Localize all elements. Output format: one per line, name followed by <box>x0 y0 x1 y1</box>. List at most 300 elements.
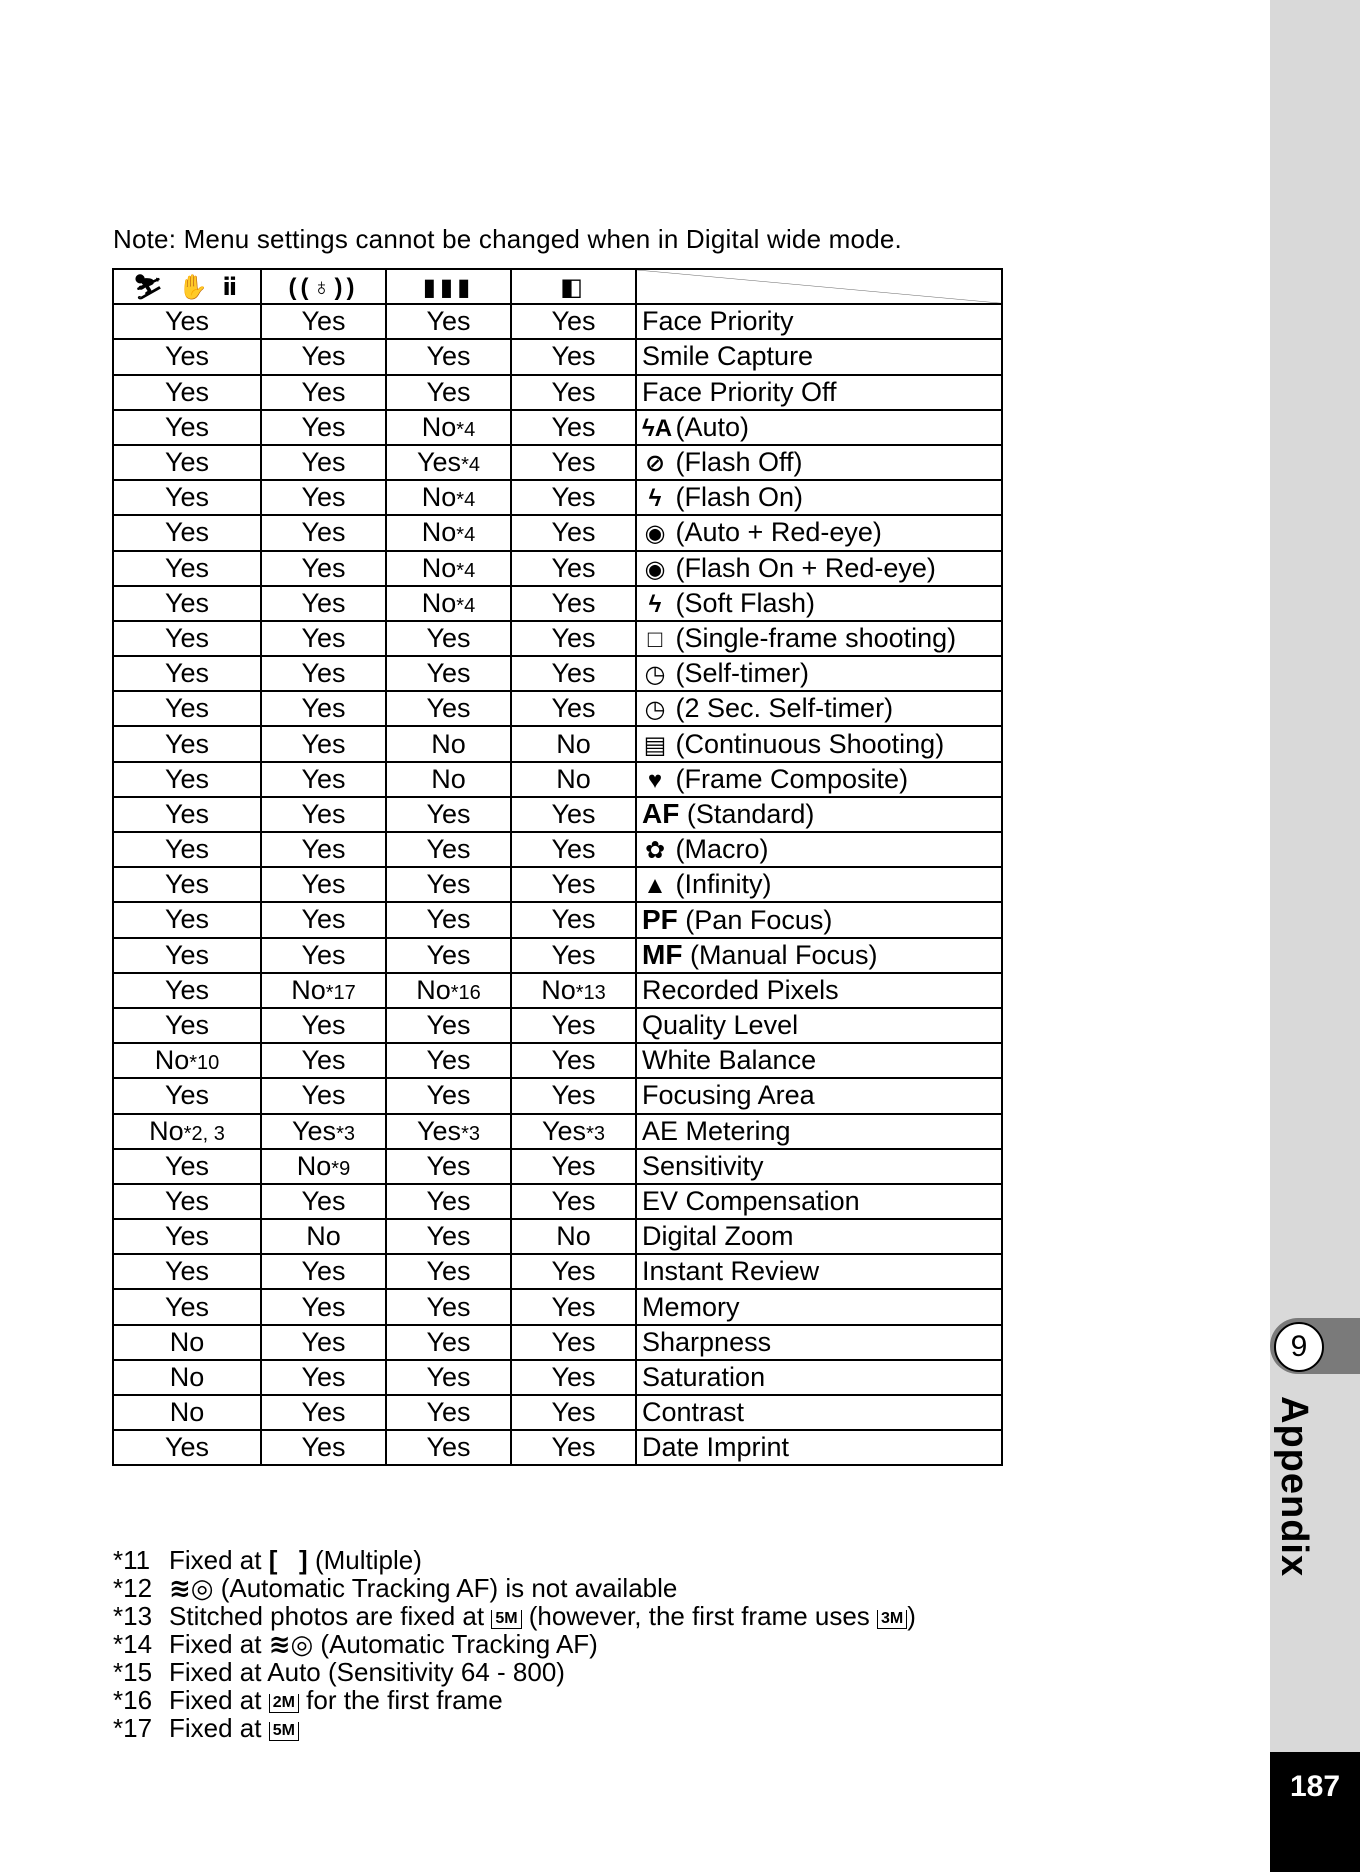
availability-cell <box>113 1043 261 1078</box>
table-row <box>113 1114 1002 1149</box>
setting-label-cell <box>636 656 1002 691</box>
setting-label-cell <box>636 1184 1002 1219</box>
cell-value: Yes <box>301 693 346 724</box>
availability-cell <box>261 1149 386 1184</box>
setting-label: EV Compensation <box>642 1185 860 1216</box>
availability-cell <box>511 1008 636 1043</box>
cell-value: Yes <box>164 587 210 618</box>
setting-label: (Auto + Red-eye) <box>675 517 882 548</box>
setting-label-cell <box>636 867 1002 902</box>
cell-value: Yes <box>417 1115 462 1146</box>
table-row <box>113 1254 1002 1289</box>
availability-cell <box>511 797 636 832</box>
availability-cell <box>386 973 511 1008</box>
availability-cell <box>511 902 636 937</box>
setting-label-cell <box>636 1395 1002 1430</box>
availability-cell <box>511 1219 636 1254</box>
availability-cell <box>113 973 261 1008</box>
cell-value: Yes <box>551 306 596 337</box>
availability-cell <box>261 621 386 656</box>
setting-label: Focusing Area <box>642 1080 815 1111</box>
table-row <box>113 586 1002 621</box>
availability-cell <box>386 586 511 621</box>
recorded-pixels-icon: 5M <box>491 1610 521 1629</box>
panorama-icon: ▮▮▮ <box>422 274 475 302</box>
setting-label: (Macro) <box>675 834 769 865</box>
availability-cell <box>113 1008 261 1043</box>
cell-value: Yes <box>164 693 210 724</box>
availability-cell <box>261 586 386 621</box>
cell-value: Yes <box>301 658 346 689</box>
cell-value: Yes <box>551 1150 596 1181</box>
availability-cell <box>386 867 511 902</box>
availability-cell <box>511 375 636 410</box>
availability-cell <box>113 902 261 937</box>
cell-value: Yes <box>164 834 210 865</box>
cell-value: Yes <box>426 341 471 372</box>
header-row <box>113 269 1002 304</box>
setting-label-cell <box>636 938 1002 973</box>
footnote-text: Stitched photos are fixed at <box>169 1601 492 1631</box>
availability-cell <box>113 656 261 691</box>
cell-value: Yes <box>551 341 596 372</box>
cell-value: Yes <box>164 411 210 442</box>
availability-cell <box>386 726 511 761</box>
footnote <box>113 1574 916 1602</box>
availability-cell <box>386 339 511 374</box>
cell-value: Yes <box>426 1045 471 1076</box>
footnote-number: *17 <box>113 1713 153 1743</box>
cell-value: Yes <box>301 1361 346 1392</box>
availability-cell <box>511 1114 636 1149</box>
availability-cell <box>261 339 386 374</box>
af-mode-icon: ≋◎ <box>169 1573 214 1603</box>
cell-value: Yes <box>551 834 596 865</box>
availability-cell <box>386 938 511 973</box>
cell-value: Yes <box>426 693 471 724</box>
cell-value: Yes <box>551 376 596 407</box>
availability-cell <box>511 480 636 515</box>
cell-value: Yes <box>551 939 596 970</box>
footnote-ref: *4 <box>456 594 476 617</box>
availability-cell <box>261 691 386 726</box>
cell-value: Yes <box>426 376 471 407</box>
setting-label-cell <box>636 1008 1002 1043</box>
cell-value: Yes <box>301 517 346 548</box>
cell-value: Yes <box>551 587 596 618</box>
cell-value: Yes <box>551 411 596 442</box>
frame-icon: ◧ <box>560 274 587 302</box>
setting-label-cell <box>636 762 1002 797</box>
availability-cell <box>511 973 636 1008</box>
footnote-number: *13 <box>113 1601 153 1631</box>
footnotes <box>113 1546 916 1742</box>
digital-sr-icon: ((♁)) <box>288 274 359 302</box>
cell-value: No <box>296 1150 332 1181</box>
setting-label-cell <box>636 586 1002 621</box>
table-row <box>113 867 1002 902</box>
cell-value: Yes <box>551 1326 596 1357</box>
availability-cell <box>261 726 386 761</box>
availability-cell <box>113 1078 261 1113</box>
setting-label-cell <box>636 797 1002 832</box>
availability-cell <box>261 656 386 691</box>
cell-value: Yes <box>164 798 210 829</box>
setting-label: (Continuous Shooting) <box>675 728 945 759</box>
setting-label: (Pan Focus) <box>685 904 833 935</box>
setting-label-cell <box>636 691 1002 726</box>
table-row <box>113 1289 1002 1324</box>
availability-cell <box>261 832 386 867</box>
availability-cell <box>261 1395 386 1430</box>
setting-label-cell <box>636 339 1002 374</box>
header-diagonal-cell <box>636 269 1002 304</box>
availability-cell <box>261 1360 386 1395</box>
availability-cell <box>386 1395 511 1430</box>
setting-mode-icon: ϟ <box>648 590 662 618</box>
cell-value: Yes <box>551 869 596 900</box>
availability-cell <box>386 1043 511 1078</box>
cell-value: Yes <box>426 1291 471 1322</box>
footnote-ref: *17 <box>325 981 356 1004</box>
footnote-number: *16 <box>113 1685 153 1715</box>
setting-label: (Frame Composite) <box>675 763 909 794</box>
recorded-pixels-icon: 3M <box>877 1610 907 1629</box>
availability-cell <box>386 1149 511 1184</box>
footnote-ref: *4 <box>456 489 476 512</box>
table-row <box>113 515 1002 550</box>
cell-value: Yes <box>292 1115 337 1146</box>
cell-value: Yes <box>426 306 471 337</box>
cell-value: Yes <box>301 1326 346 1357</box>
cell-value: No <box>541 974 576 1005</box>
footnote <box>113 1546 916 1574</box>
footnote-text: (Automatic Tracking AF) is not available <box>213 1573 678 1603</box>
footnote-text: Fixed at <box>169 1629 269 1659</box>
availability-cell <box>386 1219 511 1254</box>
cell-value: Yes <box>417 447 462 478</box>
availability-cell <box>386 621 511 656</box>
availability-cell <box>386 1254 511 1289</box>
availability-cell <box>511 691 636 726</box>
cell-value: Yes <box>164 1010 210 1041</box>
cell-value: Yes <box>426 1432 471 1463</box>
diagonal-line <box>637 270 1001 303</box>
availability-cell <box>511 621 636 656</box>
table-row <box>113 1430 1002 1465</box>
cell-value: Yes <box>551 1080 596 1111</box>
setting-mode-icon: ϟ <box>648 485 662 513</box>
table-row <box>113 1149 1002 1184</box>
availability-cell <box>511 1149 636 1184</box>
availability-cell <box>113 762 261 797</box>
setting-label: (Manual Focus) <box>689 940 878 971</box>
availability-cell <box>386 656 511 691</box>
availability-cell <box>511 1078 636 1113</box>
table-row <box>113 1184 1002 1219</box>
chapter-sidebar <box>1270 0 1360 1872</box>
setting-label: (Single-frame shooting) <box>675 622 957 653</box>
cell-value: Yes <box>301 1291 346 1322</box>
availability-cell <box>261 1008 386 1043</box>
availability-cell <box>261 480 386 515</box>
table-row <box>113 551 1002 586</box>
availability-cell <box>261 515 386 550</box>
cell-value: Yes <box>551 1291 596 1322</box>
footnote-text: ) <box>907 1601 916 1631</box>
cell-value: Yes <box>301 1432 346 1463</box>
cell-value: No <box>416 974 451 1005</box>
setting-label-cell <box>636 1430 1002 1465</box>
availability-cell <box>113 1219 261 1254</box>
cell-value: Yes <box>301 552 346 583</box>
cell-value: No <box>556 763 591 794</box>
setting-mode-icon: ▤ <box>643 731 667 759</box>
setting-label-cell <box>636 832 1002 867</box>
availability-cell <box>511 1395 636 1430</box>
availability-cell <box>113 621 261 656</box>
availability-cell <box>386 1289 511 1324</box>
cell-value: Yes <box>301 1045 346 1076</box>
footnote-ref: *3 <box>336 1122 355 1145</box>
cell-value: No <box>154 1045 190 1076</box>
setting-label: (Soft Flash) <box>675 587 816 618</box>
table-row <box>113 621 1002 656</box>
availability-cell <box>113 691 261 726</box>
cell-value: Yes <box>164 763 210 794</box>
availability-cell <box>386 515 511 550</box>
setting-label-cell <box>636 1289 1002 1324</box>
cell-value: Yes <box>301 341 346 372</box>
table-row <box>113 1395 1002 1430</box>
cell-value: Yes <box>301 728 346 759</box>
setting-label-cell <box>636 445 1002 480</box>
cell-value: No <box>421 587 457 618</box>
cell-value: Yes <box>164 658 210 689</box>
availability-cell <box>113 515 261 550</box>
footnote-text: Fixed at <box>169 1685 269 1715</box>
availability-cell <box>511 410 636 445</box>
availability-cell <box>386 762 511 797</box>
availability-cell <box>261 1325 386 1360</box>
cell-value: Yes <box>164 1221 210 1252</box>
table-row <box>113 1219 1002 1254</box>
table-row <box>113 938 1002 973</box>
cell-value: No <box>421 411 457 442</box>
setting-label: Digital Zoom <box>642 1221 794 1252</box>
setting-label-cell <box>636 1360 1002 1395</box>
availability-cell <box>386 1008 511 1043</box>
availability-cell <box>261 445 386 480</box>
table-row <box>113 902 1002 937</box>
cell-value: Yes <box>551 1256 596 1287</box>
cell-value: Yes <box>551 1361 596 1392</box>
availability-cell <box>261 304 386 339</box>
table-row <box>113 1008 1002 1043</box>
footnote-number: *15 <box>113 1657 153 1687</box>
availability-cell <box>113 304 261 339</box>
cell-value: Yes <box>301 376 346 407</box>
cell-value: Yes <box>551 904 596 935</box>
cell-value: Yes <box>551 1010 596 1041</box>
setting-label-cell <box>636 1254 1002 1289</box>
cell-value: Yes <box>301 622 346 653</box>
table-row <box>113 1325 1002 1360</box>
setting-mode-icon: ◉ <box>644 520 666 548</box>
availability-cell <box>113 445 261 480</box>
footnote-text: (Automatic Tracking AF) <box>313 1629 598 1659</box>
availability-cell <box>261 797 386 832</box>
availability-cell <box>113 339 261 374</box>
cell-value: Yes <box>164 517 210 548</box>
setting-label: Saturation <box>642 1361 766 1392</box>
setting-label: White Balance <box>642 1045 817 1076</box>
footnote <box>113 1658 916 1686</box>
header-col-3 <box>386 269 511 304</box>
cell-value: Yes <box>301 411 346 442</box>
availability-cell <box>511 726 636 761</box>
chapter-title: Appendix <box>1273 1396 1315 1578</box>
availability-cell <box>386 832 511 867</box>
footnote-text: for the first frame <box>298 1685 503 1715</box>
cell-value: Yes <box>551 1432 596 1463</box>
availability-cell <box>511 762 636 797</box>
footnote-text: Fixed at <box>169 1713 269 1743</box>
cell-value: Yes <box>551 658 596 689</box>
cell-value: Yes <box>426 1326 471 1357</box>
availability-cell <box>113 480 261 515</box>
availability-cell <box>261 551 386 586</box>
cell-value: Yes <box>301 587 346 618</box>
table-row <box>113 445 1002 480</box>
cell-value: Yes <box>164 939 210 970</box>
cell-value: No <box>169 1397 205 1428</box>
footnote-text: Fixed at Auto (Sensitivity 64 - 800) <box>169 1657 565 1687</box>
cell-value: Yes <box>164 447 210 478</box>
availability-cell <box>511 1043 636 1078</box>
table-row <box>113 1360 1002 1395</box>
availability-cell <box>261 410 386 445</box>
table-row <box>113 691 1002 726</box>
header-col-1 <box>113 269 261 304</box>
setting-label: Date Imprint <box>642 1432 790 1463</box>
setting-label-cell <box>636 726 1002 761</box>
availability-cell <box>386 410 511 445</box>
cell-value: Yes <box>426 1397 471 1428</box>
footnote-ref: *10 <box>189 1052 220 1075</box>
cell-value: Yes <box>551 693 596 724</box>
setting-label-cell <box>636 551 1002 586</box>
footnote-ref: *4 <box>456 524 476 547</box>
availability-cell <box>261 375 386 410</box>
footnote-ref: *16 <box>450 981 481 1004</box>
setting-label: Instant Review <box>642 1256 820 1287</box>
setting-label: Smile Capture <box>642 341 814 372</box>
setting-label-cell <box>636 1219 1002 1254</box>
cell-value: No <box>149 1115 184 1146</box>
setting-label-cell <box>636 480 1002 515</box>
table-row <box>113 339 1002 374</box>
availability-cell <box>113 551 261 586</box>
footnote-ref: *9 <box>331 1157 351 1180</box>
cell-value: Yes <box>426 1221 471 1252</box>
availability-cell <box>511 1184 636 1219</box>
setting-mode-icon: PF <box>642 903 678 935</box>
cell-value: Yes <box>164 552 210 583</box>
cell-value: Yes <box>164 728 210 759</box>
setting-mode-icon: ◷ <box>644 661 666 689</box>
availability-cell <box>511 656 636 691</box>
footnote <box>113 1714 916 1742</box>
cell-value: Yes <box>301 1010 346 1041</box>
availability-cell <box>386 304 511 339</box>
availability-cell <box>386 1184 511 1219</box>
cell-value: Yes <box>426 939 471 970</box>
setting-label: Contrast <box>642 1397 745 1428</box>
availability-cell <box>261 867 386 902</box>
setting-mode-icon: ♥ <box>647 766 663 794</box>
cell-value: Yes <box>164 1185 210 1216</box>
cell-value: Yes <box>426 1010 471 1041</box>
cell-value: Yes <box>551 1045 596 1076</box>
table-row <box>113 1043 1002 1078</box>
availability-cell <box>511 1325 636 1360</box>
table-row <box>113 656 1002 691</box>
cell-value: No <box>306 1221 341 1252</box>
footnote-text: (Multiple) <box>307 1545 422 1575</box>
cell-value: Yes <box>301 1256 346 1287</box>
setting-label: Sensitivity <box>642 1150 764 1181</box>
footnote-ref: *4 <box>456 559 476 582</box>
setting-label: Face Priority Off <box>642 376 837 407</box>
cell-value: Yes <box>542 1115 587 1146</box>
table-row <box>113 762 1002 797</box>
cell-value: Yes <box>426 1150 471 1181</box>
availability-cell <box>113 1360 261 1395</box>
availability-cell <box>511 1254 636 1289</box>
cell-value: Yes <box>301 1397 346 1428</box>
cell-value: Yes <box>164 869 210 900</box>
setting-label: Sharpness <box>642 1326 772 1357</box>
table-row <box>113 797 1002 832</box>
availability-cell <box>386 797 511 832</box>
setting-label-cell <box>636 1078 1002 1113</box>
availability-cell <box>261 1430 386 1465</box>
cell-value: Yes <box>301 834 346 865</box>
cell-value: Yes <box>301 306 346 337</box>
table-row <box>113 973 1002 1008</box>
availability-cell <box>511 304 636 339</box>
setting-label: (2 Sec. Self-timer) <box>675 693 894 724</box>
availability-cell <box>511 586 636 621</box>
cell-value: Yes <box>164 1256 210 1287</box>
availability-cell <box>113 1289 261 1324</box>
cell-value: Yes <box>301 869 346 900</box>
setting-label: Quality Level <box>642 1010 799 1041</box>
availability-cell <box>511 1360 636 1395</box>
availability-cell <box>511 445 636 480</box>
setting-label-cell <box>636 902 1002 937</box>
availability-cell <box>261 1289 386 1324</box>
cell-value: Yes <box>426 1185 471 1216</box>
footnote-text: Fixed at <box>169 1545 269 1575</box>
availability-cell <box>113 586 261 621</box>
cell-value: Yes <box>551 1397 596 1428</box>
availability-cell <box>113 867 261 902</box>
availability-cell <box>386 375 511 410</box>
availability-cell <box>113 1149 261 1184</box>
setting-mode-icon: ▲ <box>643 872 667 900</box>
